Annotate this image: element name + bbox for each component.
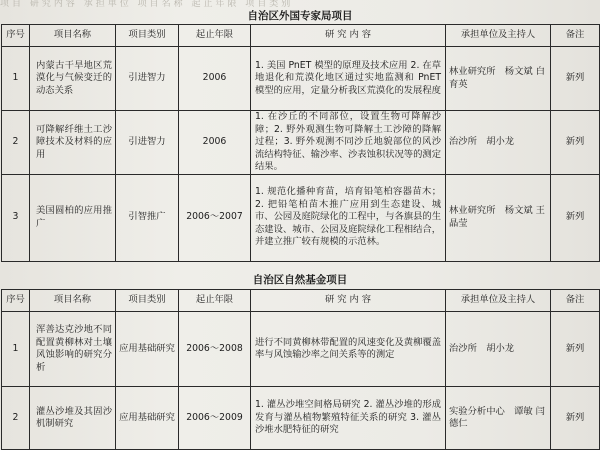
bleed-through-text: 项目 研究内容 承担单位 项目名称 起止年限 项目类别 — [0, 0, 294, 9]
cell-note: 新列 — [551, 47, 600, 111]
cell-category: 应用基础研究 — [116, 387, 179, 450]
cell-no: 1 — [2, 312, 30, 387]
header-period: 起止年限 — [179, 290, 251, 312]
table-row — [2, 111, 600, 175]
header-content: 研 究 内 容 — [251, 290, 446, 312]
cell-unit: 治沙所 胡小龙 — [446, 312, 551, 387]
table-row — [2, 387, 600, 450]
cell-content: 进行不同黄柳林带配置的风速变化及黄柳覆盖率与风蚀输沙率之间关系等的测定 — [251, 312, 446, 387]
cell-period: 2006～2009 — [179, 387, 251, 450]
header-category: 项目类别 — [116, 25, 179, 47]
cell-unit: 林业研究所 杨文斌 王晶莹 — [446, 174, 551, 261]
header-unit: 承担单位及主持人 — [446, 290, 551, 312]
table-row — [2, 174, 600, 261]
cell-content: 1. 美国 PnET 模型的原理及技术应用 2. 在草地退化和荒漠化地区通过实地监测和 PnET 模型的应用，定量分析我区荒漠化的发展程度 — [251, 47, 446, 111]
cell-name: 内蒙古干旱地区荒漠化与气候变迁的动态关系 — [30, 47, 116, 111]
cell-period: 2006 — [179, 111, 251, 175]
cell-category: 引智推广 — [116, 174, 179, 261]
cell-content: 1. 规范化播种育苗，培育铅笔柏容器苗木；2. 把铅笔柏苗木推广应用到生态建设、城市、公园及庭院绿化的工程中，与各旗县的生态建设、城市、公园及庭院绿化工程相结合，并建立推广较有规模的示范林。 — [251, 174, 446, 261]
cell-period: 2006 — [179, 47, 251, 111]
table-header-row — [2, 290, 600, 312]
cell-note: 新列 — [551, 174, 600, 261]
header-name: 项目名称 — [30, 25, 116, 47]
cell-name: 美国圆柏的应用推广 — [30, 174, 116, 261]
header-no: 序号 — [2, 290, 30, 312]
header-unit: 承担单位及主持人 — [446, 25, 551, 47]
header-note: 备注 — [551, 25, 600, 47]
header-name: 项目名称 — [30, 290, 116, 312]
table-header-row — [2, 25, 600, 47]
header-note: 备注 — [551, 290, 600, 312]
table-natural-fund — [1, 289, 600, 450]
header-period: 起止年限 — [179, 25, 251, 47]
cell-note: 新列 — [551, 111, 600, 175]
cell-no: 3 — [2, 174, 30, 261]
cell-name: 可降解纤维土工沙障技术及材料的应用 — [30, 111, 116, 175]
cell-unit: 实验分析中心 谭敏 闫德仁 — [446, 387, 551, 450]
cell-category: 应用基础研究 — [116, 312, 179, 387]
cell-name: 灌丛沙堆及其固沙机制研究 — [30, 387, 116, 450]
section-title-natural-fund: 自治区自然基金项目 — [252, 274, 348, 286]
table-row — [2, 312, 600, 387]
cell-category: 引进智力 — [116, 111, 179, 175]
cell-note: 新列 — [551, 312, 600, 387]
cell-unit: 林业研究所 杨文斌 白育英 — [446, 47, 551, 111]
cell-unit: 治沙所 胡小龙 — [446, 111, 551, 175]
cell-period: 2006～2007 — [179, 174, 251, 261]
cell-name: 浑善达克沙地不同配置黄柳林对土壤风蚀影响的研究分析 — [30, 312, 116, 387]
table-foreign-experts — [1, 24, 600, 262]
cell-category: 引进智力 — [116, 47, 179, 111]
cell-no: 1 — [2, 47, 30, 111]
table-row — [2, 47, 600, 111]
cell-period: 2006～2008 — [179, 312, 251, 387]
cell-no: 2 — [2, 111, 30, 175]
header-no: 序号 — [2, 25, 30, 47]
header-category: 项目类别 — [116, 290, 179, 312]
section-title-foreign-experts: 自治区外国专家局项目 — [247, 10, 353, 22]
cell-content: 1. 灌丛沙堆空间格局研究 2. 灌丛沙堆的形成发育与灌丛植物繁殖特征关系的研究 3. 灌丛沙堆水肥特征的研究 — [251, 387, 446, 450]
cell-no: 2 — [2, 387, 30, 450]
cell-note: 新列 — [551, 387, 600, 450]
cell-content: 1. 在沙丘的不同部位，设置生物可降解沙障；2. 野外观测生物可降解土工沙障的降解过程；3. 野外观测不同沙丘地貌部位的风沙流结构特征、输沙率、沙表蚀积状况等的测定结果。 — [251, 111, 446, 175]
header-content: 研 究 内 容 — [251, 25, 446, 47]
